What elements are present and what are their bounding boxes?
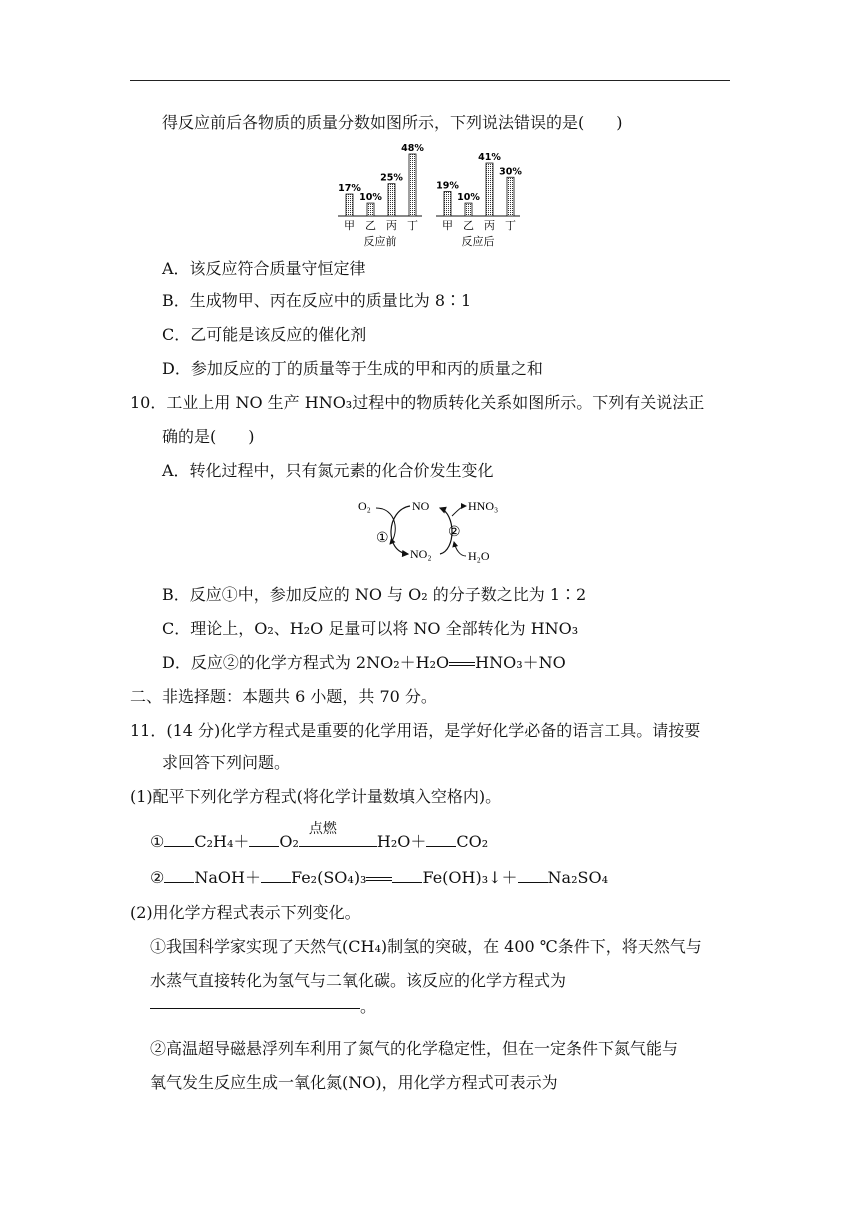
coefficient-blank[interactable] xyxy=(426,830,456,847)
q10-option-d-left: D．反应②的化学方程式为 2NO₂＋H₂O xyxy=(162,653,450,672)
equation-2-term: Fe(OH)₃↓＋ xyxy=(422,868,518,887)
hno3-label: HNO₃ xyxy=(468,499,499,513)
bar xyxy=(388,184,395,216)
category-label: 丙 xyxy=(386,219,397,232)
q9-option-d: D．参加反应的丁的质量等于生成的甲和丙的质量之和 xyxy=(162,359,543,378)
reaction-1-arrow xyxy=(391,506,410,554)
question-11-stem-line1: 11．(14 分)化学方程式是重要的化学用语，是学好化学必备的语言工具。请按要 xyxy=(130,721,701,740)
bar xyxy=(507,177,514,216)
ignition-condition xyxy=(299,821,347,847)
coefficient-blank[interactable] xyxy=(249,830,279,847)
answer-blank[interactable] xyxy=(150,1008,360,1009)
q10-option-a: A．转化过程中，只有氮元素的化合价发生变化 xyxy=(162,461,494,480)
no2-label: NO₂ xyxy=(410,547,432,561)
question-11-stem-line2: 求回答下列问题。 xyxy=(162,753,291,772)
step-1-marker: ① xyxy=(376,531,389,546)
q11-2-2-line2: 氧气发生反应生成一氧化氮(NO)，用化学方程式可表示为 xyxy=(150,1073,558,1092)
bar xyxy=(486,163,493,216)
bar xyxy=(465,203,472,216)
category-label: 乙 xyxy=(365,219,376,232)
answer-period: 。 xyxy=(360,997,377,1016)
hno3-output-arrow xyxy=(452,506,466,516)
coefficient-blank[interactable] xyxy=(261,866,291,883)
coefficient-blank[interactable] xyxy=(392,866,422,883)
step-2-marker: ② xyxy=(448,525,461,540)
chart-xlabel: 反应后 xyxy=(461,235,495,248)
equation-2-term: Na₂SO₄ xyxy=(547,868,608,887)
bar-value-label: 25% xyxy=(380,172,403,184)
category-label: 甲 xyxy=(442,219,453,232)
coefficient-blank[interactable] xyxy=(347,830,377,847)
q10-option-b: B．反应①中，参加反应的 NO 与 O₂ 的分子数之比为 1∶2 xyxy=(162,585,587,604)
q10-option-d xyxy=(162,652,566,674)
q10-option-d-right: HNO₃＋NO xyxy=(475,653,566,672)
equation-2-number: ② xyxy=(150,868,165,887)
question-9-stem: 得反应前后各物质的质量分数如图所示，下列说法错误的是( ) xyxy=(162,113,623,132)
q11-2-1-line1: ①我国科学家实现了天然气(CH₄)制氢的突破，在 400 ℃条件下，将天然气与 xyxy=(150,937,702,956)
equals-sign xyxy=(449,660,475,668)
equation-2 xyxy=(150,866,608,889)
nitrogen-conversion-diagram xyxy=(356,494,506,566)
category-label: 丁 xyxy=(505,219,516,232)
equation-1 xyxy=(150,821,489,853)
equation-1-number: ① xyxy=(150,832,165,851)
bar xyxy=(409,154,416,216)
chart-xlabel: 反应前 xyxy=(363,235,397,248)
q11-2-2-line1: ②高温超导磁悬浮列车利用了氮气的化学稳定性，但在一定条件下氮气能与 xyxy=(150,1039,679,1058)
equation-1-term: CO₂ xyxy=(456,832,489,851)
h2o-label: H₂O xyxy=(468,549,490,563)
question-10-stem-line1: 10．工业上用 NO 生产 HNO₃过程中的物质转化关系如图所示。下列有关说法正 xyxy=(130,393,705,412)
category-label: 甲 xyxy=(344,219,355,232)
equation-1-term: H₂O＋ xyxy=(376,832,427,851)
bar-value-label: 17% xyxy=(338,183,361,195)
category-label: 丁 xyxy=(407,219,418,232)
bar xyxy=(444,191,451,216)
q9-option-a: A．该反应符合质量守恒定律 xyxy=(162,259,366,278)
category-label: 丙 xyxy=(484,219,495,232)
q10-option-c: C．理论上，O₂、H₂O 足量可以将 NO 全部转化为 HNO₃ xyxy=(162,619,579,638)
q9-option-c: C．乙可能是该反应的催化剂 xyxy=(162,325,367,344)
bar-value-label: 10% xyxy=(457,192,480,204)
bar-value-label: 10% xyxy=(359,192,382,204)
ignition-label: 点燃 xyxy=(308,821,337,837)
q11-2-1-line2: 水蒸气直接转化为氢气与二氧化碳。该反应的化学方程式为 xyxy=(150,971,567,990)
header-rule xyxy=(130,80,730,81)
bar-value-label: 41% xyxy=(478,152,501,164)
equation-1-term: O₂ xyxy=(279,832,299,851)
category-label: 乙 xyxy=(463,219,474,232)
coefficient-blank[interactable] xyxy=(164,830,194,847)
o2-label: O₂ xyxy=(358,499,371,513)
no-label: NO xyxy=(412,499,430,513)
section-2-heading: 二、非选择题：本题共 6 小题，共 70 分。 xyxy=(130,687,437,706)
bar xyxy=(367,203,374,216)
q9-option-b: B．生成物甲、丙在反应中的质量比为 8∶1 xyxy=(162,291,472,310)
q11-part-2: (2)用化学方程式表示下列变化。 xyxy=(130,903,361,922)
bar-value-label: 30% xyxy=(499,166,522,178)
bar-value-label: 19% xyxy=(436,180,459,192)
coefficient-blank[interactable] xyxy=(164,866,194,883)
coefficient-blank[interactable] xyxy=(518,866,548,883)
equation-1-term: C₂H₄＋ xyxy=(194,832,250,851)
equation-2-term: NaOH＋ xyxy=(194,868,261,887)
equals-sign xyxy=(366,875,392,883)
mass-fraction-bar-charts xyxy=(330,138,530,250)
bar-value-label: 48% xyxy=(401,143,424,154)
question-10-stem-line2: 确的是( ) xyxy=(162,427,255,446)
equation-2-term: Fe₂(SO₄)₃ xyxy=(290,868,367,887)
bar xyxy=(346,194,353,216)
q11-part-1: (1)配平下列化学方程式(将化学计量数填入空格内)。 xyxy=(130,787,502,806)
h2o-input-arrow xyxy=(454,542,466,556)
